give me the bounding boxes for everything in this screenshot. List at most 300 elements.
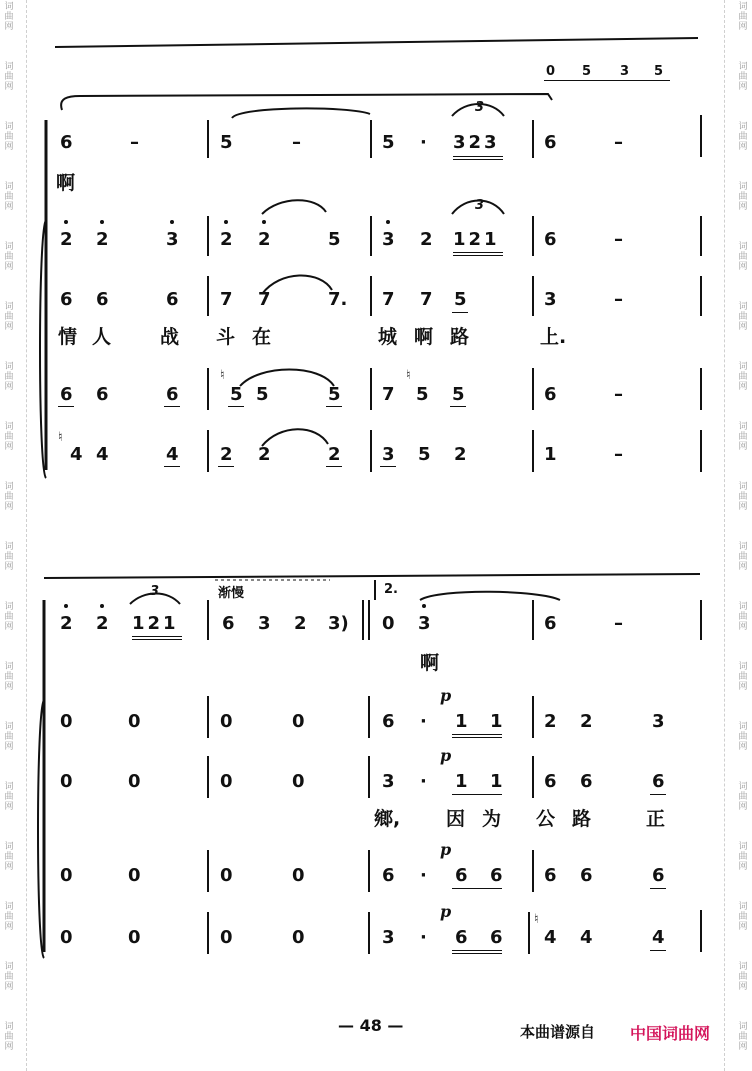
octave-dot (262, 220, 266, 224)
watermark-glyph: 词 (4, 782, 14, 792)
watermark-glyph: 曲 (738, 852, 748, 862)
note: 6 (580, 865, 593, 886)
note: 0 (292, 771, 305, 792)
note: 6 (544, 771, 557, 792)
lyric: 斗 (216, 326, 236, 348)
note: 3 (382, 771, 395, 792)
note: 5 (328, 229, 341, 250)
watermark-glyph: 曲 (4, 972, 14, 982)
watermark-glyph: 曲 (738, 612, 748, 622)
watermark-glyph: 网 (738, 922, 748, 932)
watermark-glyph: 词 (4, 422, 14, 432)
octave-dot (422, 604, 426, 608)
note: 6 (382, 711, 395, 732)
note: 2 (580, 711, 593, 732)
dash: – (614, 444, 623, 465)
watermark-glyph: 词 (4, 482, 14, 492)
octave-dot (100, 604, 104, 608)
watermark-glyph: 网 (4, 562, 14, 572)
note-group: 121 (132, 613, 179, 634)
watermark-glyph: 曲 (738, 972, 748, 982)
octave-dot (224, 220, 228, 224)
watermark-glyph: 网 (4, 682, 14, 692)
dash: – (130, 132, 139, 153)
watermark-glyph: 网 (4, 922, 14, 932)
watermark-glyph: 曲 (4, 492, 14, 502)
note: 6 (455, 927, 468, 948)
note: 3 (258, 613, 271, 634)
barline (207, 216, 209, 256)
barline (532, 756, 534, 798)
note: 2 (60, 229, 73, 250)
note: 7 (258, 289, 271, 310)
watermark-glyph: 曲 (4, 432, 14, 442)
note: 2 (328, 444, 341, 465)
lyric: 啊 (414, 326, 434, 348)
watermark-glyph: 词 (4, 902, 14, 912)
note: 0 (292, 865, 305, 886)
underline (450, 406, 466, 407)
watermark-glyph: 网 (4, 142, 14, 152)
dash: – (614, 289, 623, 310)
note: 3 (166, 229, 179, 250)
note: 2 (96, 229, 109, 250)
lyric: 情 (58, 326, 78, 348)
watermark-glyph: 曲 (738, 12, 748, 22)
watermark-glyph: 词 (738, 2, 748, 12)
note: 1 (455, 711, 468, 732)
note: 1 (455, 771, 468, 792)
note-group: 121 (453, 229, 500, 250)
barline (207, 912, 209, 954)
note: 3 (652, 711, 665, 732)
watermark-glyph: 曲 (738, 792, 748, 802)
watermark-glyph: 曲 (738, 252, 748, 262)
note: 4 (96, 444, 109, 465)
barline (370, 276, 372, 316)
lyric: 鄉, (374, 808, 401, 830)
note: 6 (580, 771, 593, 792)
note: 5 (454, 289, 467, 310)
barline (700, 430, 702, 472)
watermark-glyph: 词 (4, 2, 14, 12)
watermark-glyph: 曲 (4, 72, 14, 82)
barline (532, 696, 534, 738)
watermark-glyph: 词 (4, 662, 14, 672)
watermark-glyph: 曲 (738, 912, 748, 922)
watermark-glyph: 网 (738, 1042, 748, 1052)
natural-sign: ♮ (534, 912, 539, 927)
watermark-glyph: 词 (738, 482, 748, 492)
note: 5 (328, 384, 341, 405)
note: 5 (416, 384, 429, 405)
note: 0 (128, 865, 141, 886)
barline (207, 600, 209, 640)
note: 0 (60, 865, 73, 886)
watermark-glyph: 网 (738, 862, 748, 872)
barline (207, 276, 209, 316)
watermark-glyph: 网 (738, 982, 748, 992)
watermark-glyph: 词 (4, 182, 14, 192)
note: 0 (292, 927, 305, 948)
underline (132, 636, 182, 637)
barline (207, 696, 209, 738)
watermark-glyph: 词 (738, 662, 748, 672)
volta-bracket-label: 2. (384, 582, 398, 597)
watermark-glyph: 词 (4, 542, 14, 552)
watermark-glyph: 曲 (738, 372, 748, 382)
note: 6 (544, 613, 557, 634)
underline (132, 639, 182, 640)
underline (452, 888, 502, 889)
watermark-glyph: 词 (738, 62, 748, 72)
note: 0 (128, 711, 141, 732)
watermark-glyph: 词 (738, 242, 748, 252)
tuplet-mark: 3 (150, 584, 160, 599)
note: 2 (258, 444, 271, 465)
watermark-glyph: 词 (738, 902, 748, 912)
note: 6 (382, 865, 395, 886)
barline (532, 430, 534, 472)
watermark-glyph: 曲 (4, 372, 14, 382)
watermark-glyph: 网 (4, 382, 14, 392)
watermark-glyph: 词 (738, 362, 748, 372)
watermark-glyph: 词 (738, 302, 748, 312)
note: 3) (328, 613, 349, 634)
underline (58, 406, 74, 407)
octave-dot (64, 220, 68, 224)
watermark-glyph: 词 (4, 722, 14, 732)
lyric: 人 (92, 326, 112, 348)
watermark-glyph: 词 (4, 62, 14, 72)
watermark-glyph: 网 (4, 742, 14, 752)
natural-sign: ♮ (406, 368, 411, 383)
repeat-barline (362, 600, 364, 640)
watermark-glyph: 曲 (4, 552, 14, 562)
barline (370, 216, 372, 256)
note: 5 (230, 384, 243, 405)
lyric: 因 (446, 808, 466, 830)
note: 1 (490, 711, 503, 732)
lyric: 上. (540, 326, 567, 348)
note: 3 (544, 289, 557, 310)
watermark-glyph: 词 (4, 962, 14, 972)
octave-dot (386, 220, 390, 224)
note: 6 (455, 865, 468, 886)
note: 1 (544, 444, 557, 465)
watermark-glyph: 曲 (738, 432, 748, 442)
underline (452, 734, 502, 735)
watermark-glyph: 词 (738, 422, 748, 432)
repeat-barline (368, 696, 370, 738)
watermark-glyph: 曲 (4, 192, 14, 202)
lyric: 战 (160, 326, 180, 348)
underline (452, 950, 502, 951)
dash: – (614, 132, 623, 153)
octave-dot (170, 220, 174, 224)
barline (532, 368, 534, 410)
note: 7 (420, 289, 433, 310)
barline (700, 368, 702, 410)
watermark-glyph: 网 (4, 262, 14, 272)
barline (700, 115, 702, 157)
watermark-glyph: 网 (738, 742, 748, 752)
note: 3 (382, 444, 395, 465)
watermark-glyph: 曲 (738, 1032, 748, 1042)
watermark-glyph: 曲 (4, 792, 14, 802)
watermark-glyph: 网 (738, 682, 748, 692)
note: 0 (60, 927, 73, 948)
watermark-glyph: 网 (4, 202, 14, 212)
dot-extension: · (420, 865, 427, 886)
note: 6 (222, 613, 235, 634)
watermark-glyph: 网 (738, 262, 748, 272)
note: 6 (60, 289, 73, 310)
underline (650, 794, 666, 795)
watermark-glyph: 网 (738, 322, 748, 332)
note: 4 (166, 444, 179, 465)
note: 2 (60, 613, 73, 634)
note: 0 (128, 771, 141, 792)
watermark-glyph: 词 (738, 542, 748, 552)
watermark-glyph: 网 (738, 142, 748, 152)
tuplet-mark: 3 (475, 100, 485, 115)
note: 3 (382, 927, 395, 948)
underline (164, 466, 180, 467)
dash: – (292, 132, 301, 153)
note: 7 (382, 384, 395, 405)
lyric: 路 (450, 326, 470, 348)
watermark-glyph: 词 (738, 962, 748, 972)
watermark-glyph: 曲 (4, 672, 14, 682)
underline (228, 406, 244, 407)
watermark-glyph: 网 (738, 202, 748, 212)
natural-sign: ♮ (58, 430, 63, 445)
note: 6 (490, 865, 503, 886)
watermark-glyph: 曲 (738, 132, 748, 142)
lyric: 路 (572, 808, 592, 830)
watermark-glyph: 词 (738, 602, 748, 612)
tempo-mark: 渐慢 (218, 586, 245, 601)
watermark-glyph: 网 (4, 802, 14, 812)
watermark-glyph: 曲 (738, 552, 748, 562)
barline (207, 120, 209, 158)
note: 2 (258, 229, 271, 250)
watermark-glyph: 网 (738, 82, 748, 92)
underline (218, 466, 234, 467)
dot-extension: · (420, 927, 427, 948)
underline (453, 156, 503, 157)
note: 4 (580, 927, 593, 948)
barline (528, 912, 530, 954)
octave-dot (64, 604, 68, 608)
note: 6 (96, 384, 109, 405)
dynamic-piano: p (440, 902, 452, 921)
note: 6 (652, 865, 665, 886)
dash: – (614, 384, 623, 405)
watermark-glyph: 词 (738, 782, 748, 792)
underline (650, 888, 666, 889)
watermark-glyph: 曲 (4, 132, 14, 142)
tuplet-mark: 3 (475, 198, 485, 213)
underline (452, 312, 468, 313)
lyric: 公 (536, 808, 556, 830)
watermark-glyph: 网 (738, 442, 748, 452)
watermark-glyph: 词 (4, 362, 14, 372)
watermark-glyph: 词 (4, 302, 14, 312)
note: 6 (544, 865, 557, 886)
dynamic-piano: p (440, 746, 452, 765)
note: 6 (96, 289, 109, 310)
dot-extension: · (420, 771, 427, 792)
lyric: 啊 (420, 652, 440, 674)
watermark-glyph: 网 (4, 322, 14, 332)
underline (380, 466, 396, 467)
underline (452, 794, 502, 795)
repeat-barline (368, 600, 370, 640)
watermark-glyph: 网 (738, 22, 748, 32)
note: 2 (420, 229, 433, 250)
note: 6 (166, 384, 179, 405)
dash: – (614, 229, 623, 250)
note: 0 (220, 711, 233, 732)
note: 0 (60, 771, 73, 792)
watermark-glyph: 曲 (4, 252, 14, 262)
beam (544, 80, 670, 81)
watermark-glyph: 网 (4, 622, 14, 632)
note: 0 (220, 927, 233, 948)
watermark-glyph: 网 (738, 382, 748, 392)
barline (700, 216, 702, 256)
note: 6 (490, 927, 503, 948)
watermark-glyph: 词 (738, 842, 748, 852)
note: 0 (292, 711, 305, 732)
note: 6 (544, 132, 557, 153)
watermark-glyph: 网 (738, 502, 748, 512)
note: 0 (60, 711, 73, 732)
watermark-glyph: 网 (738, 562, 748, 572)
pickup-note: 3 (620, 64, 630, 79)
dot-extension: · (420, 711, 427, 732)
barline (207, 756, 209, 798)
underline (453, 252, 503, 253)
note: 0 (382, 613, 395, 634)
barline (207, 850, 209, 892)
underline (650, 950, 666, 951)
page-number: — 48 — (338, 1016, 404, 1035)
note: 6 (652, 771, 665, 792)
barline (207, 368, 209, 410)
note: 2 (96, 613, 109, 634)
note: 2 (544, 711, 557, 732)
underline (452, 953, 502, 954)
note: 2 (454, 444, 467, 465)
note-group: 323 (453, 132, 500, 153)
note: 4 (652, 927, 665, 948)
barline (532, 600, 534, 640)
note: 6 (544, 229, 557, 250)
pickup-note: 5 (654, 64, 664, 79)
underline (164, 406, 180, 407)
barline (532, 276, 534, 316)
note: 5 (382, 132, 395, 153)
note: 2 (220, 444, 233, 465)
watermark-glyph: 网 (4, 82, 14, 92)
watermark-glyph: 曲 (4, 312, 14, 322)
watermark-glyph: 词 (4, 242, 14, 252)
note: 7. (328, 289, 348, 310)
watermark-glyph: 曲 (4, 852, 14, 862)
watermark-glyph: 网 (4, 1042, 14, 1052)
watermark-glyph: 曲 (738, 312, 748, 322)
repeat-barline (368, 912, 370, 954)
note: 3 (382, 229, 395, 250)
note: 7 (382, 289, 395, 310)
octave-dot (100, 220, 104, 224)
note: 5 (452, 384, 465, 405)
watermark-glyph: 网 (738, 802, 748, 812)
barline (532, 850, 534, 892)
underline (326, 406, 342, 407)
note: 2 (294, 613, 307, 634)
note: 7 (220, 289, 233, 310)
note: 0 (220, 771, 233, 792)
watermark-glyph: 曲 (738, 492, 748, 502)
pickup-note: 0 (546, 64, 556, 79)
repeat-barline (368, 756, 370, 798)
barline (532, 216, 534, 256)
note: 5 (256, 384, 269, 405)
note: 2 (220, 229, 233, 250)
note: 3 (418, 613, 431, 634)
note: 0 (220, 865, 233, 886)
note: 5 (220, 132, 233, 153)
note: 4 (70, 444, 83, 465)
barline (700, 276, 702, 316)
note: 6 (544, 384, 557, 405)
pickup-note: 5 (582, 64, 592, 79)
barline (700, 600, 702, 640)
lyric: 城 (378, 326, 398, 348)
barline (532, 120, 534, 158)
watermark-glyph: 网 (4, 502, 14, 512)
barline (370, 430, 372, 472)
dynamic-piano: p (440, 686, 452, 705)
watermark-glyph: 网 (4, 22, 14, 32)
watermark-glyph: 曲 (738, 732, 748, 742)
watermark-glyph: 词 (4, 602, 14, 612)
watermark-glyph: 曲 (4, 1032, 14, 1042)
source-site-link[interactable]: 中国词曲网 (630, 1024, 711, 1043)
watermark-glyph: 词 (738, 722, 748, 732)
dynamic-piano: p (440, 840, 452, 859)
watermark-glyph: 网 (4, 862, 14, 872)
watermark-glyph: 网 (738, 622, 748, 632)
underline (452, 737, 502, 738)
watermark-glyph: 词 (738, 1022, 748, 1032)
watermark-glyph: 词 (738, 182, 748, 192)
watermark-glyph: 曲 (4, 612, 14, 622)
note: 4 (544, 927, 557, 948)
underline (453, 255, 503, 256)
watermark-glyph: 曲 (4, 12, 14, 22)
repeat-barline (368, 850, 370, 892)
watermark-glyph: 网 (4, 982, 14, 992)
watermark-glyph: 曲 (738, 192, 748, 202)
barline (370, 368, 372, 410)
watermark-glyph: 曲 (738, 72, 748, 82)
note: 6 (166, 289, 179, 310)
